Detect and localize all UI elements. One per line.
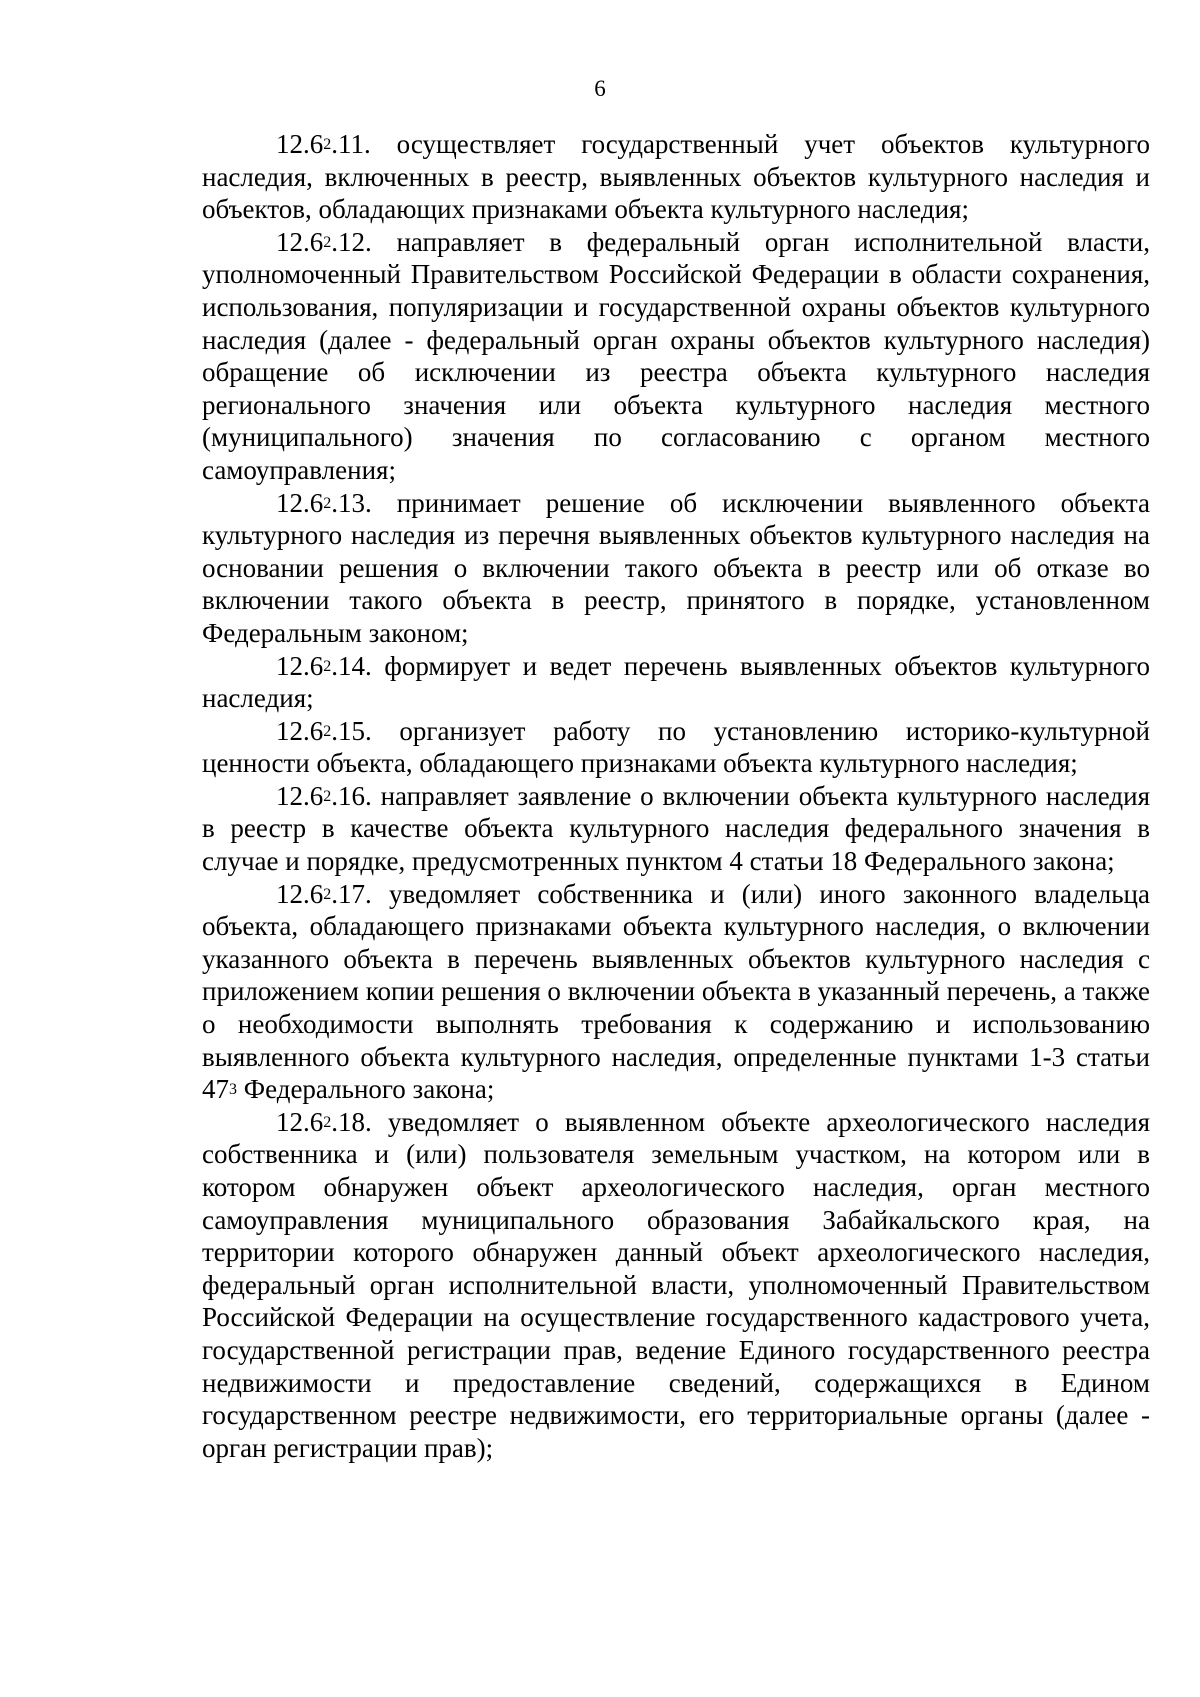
paragraph-number-suffix: .17.: [331, 878, 372, 909]
paragraph-12-6-2-11: [202, 128, 1150, 226]
paragraph-number-suffix: .13.: [331, 487, 372, 518]
paragraph-number-base: 12.6: [276, 1106, 324, 1137]
paragraph-12-6-2-15: [202, 715, 1150, 780]
paragraph-12-6-2-14: [202, 650, 1150, 715]
paragraph-number-superscript: 2: [323, 787, 332, 805]
paragraph-12-6-2-16: [202, 780, 1150, 878]
paragraph-12-6-2-17: [202, 878, 1150, 1106]
paragraph-number-base: 12.6: [276, 878, 324, 909]
paragraph-number-superscript: 2: [323, 722, 332, 740]
paragraph-text-tail: Федерального закона;: [237, 1074, 495, 1105]
paragraph-12-6-2-13: [202, 487, 1150, 650]
article-number-superscript: 3: [229, 1081, 237, 1099]
paragraph-number-superscript: 2: [323, 1113, 332, 1131]
paragraph-number-base: 12.6: [276, 226, 324, 257]
paragraph-text: уведомляет собственника и (или) иного законного владельца объекта, обладающего признаками объекта культурного наследия, о включении указанного объекта в перечень выявленных объектов культурного наследия с приложением копии решения о включении объекта в указанный перечень, а также о необходимости выполнять требования к содержанию и использованию выявленного объекта культурного наследия, определенные пунктами 1-3 статьи 47: [202, 878, 1150, 1105]
paragraph-number-suffix: .18.: [331, 1106, 372, 1137]
paragraph-text: направляет заявление о включении объекта культурного наследия в реестр в качестве объекта культурного наследия федерального значения в случае и порядке, предусмотренных пунктом 4 статьи 18 Федерального закона;: [202, 780, 1150, 877]
paragraph-number-suffix: .16.: [331, 780, 372, 811]
paragraph-number-base: 12.6: [276, 129, 324, 159]
paragraph-number-superscript: 2: [323, 885, 332, 903]
page-number: 6: [594, 76, 606, 101]
paragraph-text: осуществляет государственный учет объектов культурного наследия, включенных в реестр, выявленных объектов культурного наследия и объектов, обладающих признаками объекта культурного наследия;: [202, 129, 1150, 225]
paragraph-number-suffix: .11.: [331, 129, 371, 159]
paragraph-12-6-2-12: [202, 226, 1150, 487]
paragraph-text: принимает решение об исключении выявленного объекта культурного наследия из перечня выявленных объектов культурного наследия на основании решения о включении такого объекта в реестр или об отказе во включении такого объекта в реестр, принятого в порядке, установленном Федеральным законом;: [202, 487, 1150, 648]
paragraph-text: направляет в федеральный орган исполнительной власти, уполномоченный Правительством Российской Федерации в области сохранения, использования, популяризации и государственной охраны объектов культурного наследия (далее - федеральный орган охраны объектов культурного наследия) обращение об исключении из реестра объекта культурного наследия регионального значения или объекта культурного наследия местного (муниципального) значения по согласованию с органом местного самоуправления;: [202, 226, 1150, 485]
paragraph-text: формирует и ведет перечень выявленных объектов культурного наследия;: [202, 650, 1150, 714]
paragraph-number-suffix: .14.: [331, 650, 372, 681]
paragraph-number-suffix: .12.: [331, 226, 372, 257]
paragraph-text: организует работу по установлению историко-культурной ценности объекта, обладающего признаками объекта культурного наследия;: [202, 715, 1150, 779]
paragraph-12-6-2-18: [202, 1106, 1150, 1465]
paragraph-number-base: 12.6: [276, 487, 324, 518]
paragraph-number-superscript: 2: [323, 233, 332, 251]
paragraph-number-base: 12.6: [276, 650, 324, 681]
paragraph-number-suffix: .15.: [331, 715, 372, 746]
document-body: [202, 128, 1150, 1464]
paragraph-number-superscript: 2: [323, 136, 332, 153]
paragraph-text: уведомляет о выявленном объекте археологического наследия собственника и (или) пользователя земельным участком, на котором или в котором обнаружен объект археологического наследия, орган местного самоуправления муниципального образования Забайкальского края, на территории которого обнаружен данный объект археологического наследия, федеральный орган исполнительной власти, уполномоченный Правительством Российской Федерации на осуществление государственного кадастрового учета, государственной регистрации прав, ведение Единого государственного реестра недвижимости и предоставление сведений, содержащихся в Едином государственном реестре недвижимости, его территориальные органы (далее - орган регистрации прав);: [202, 1106, 1150, 1463]
paragraph-number-base: 12.6: [276, 780, 324, 811]
paragraph-number-superscript: 2: [323, 657, 332, 675]
paragraph-number-base: 12.6: [276, 715, 324, 746]
paragraph-number-superscript: 2: [323, 494, 332, 512]
